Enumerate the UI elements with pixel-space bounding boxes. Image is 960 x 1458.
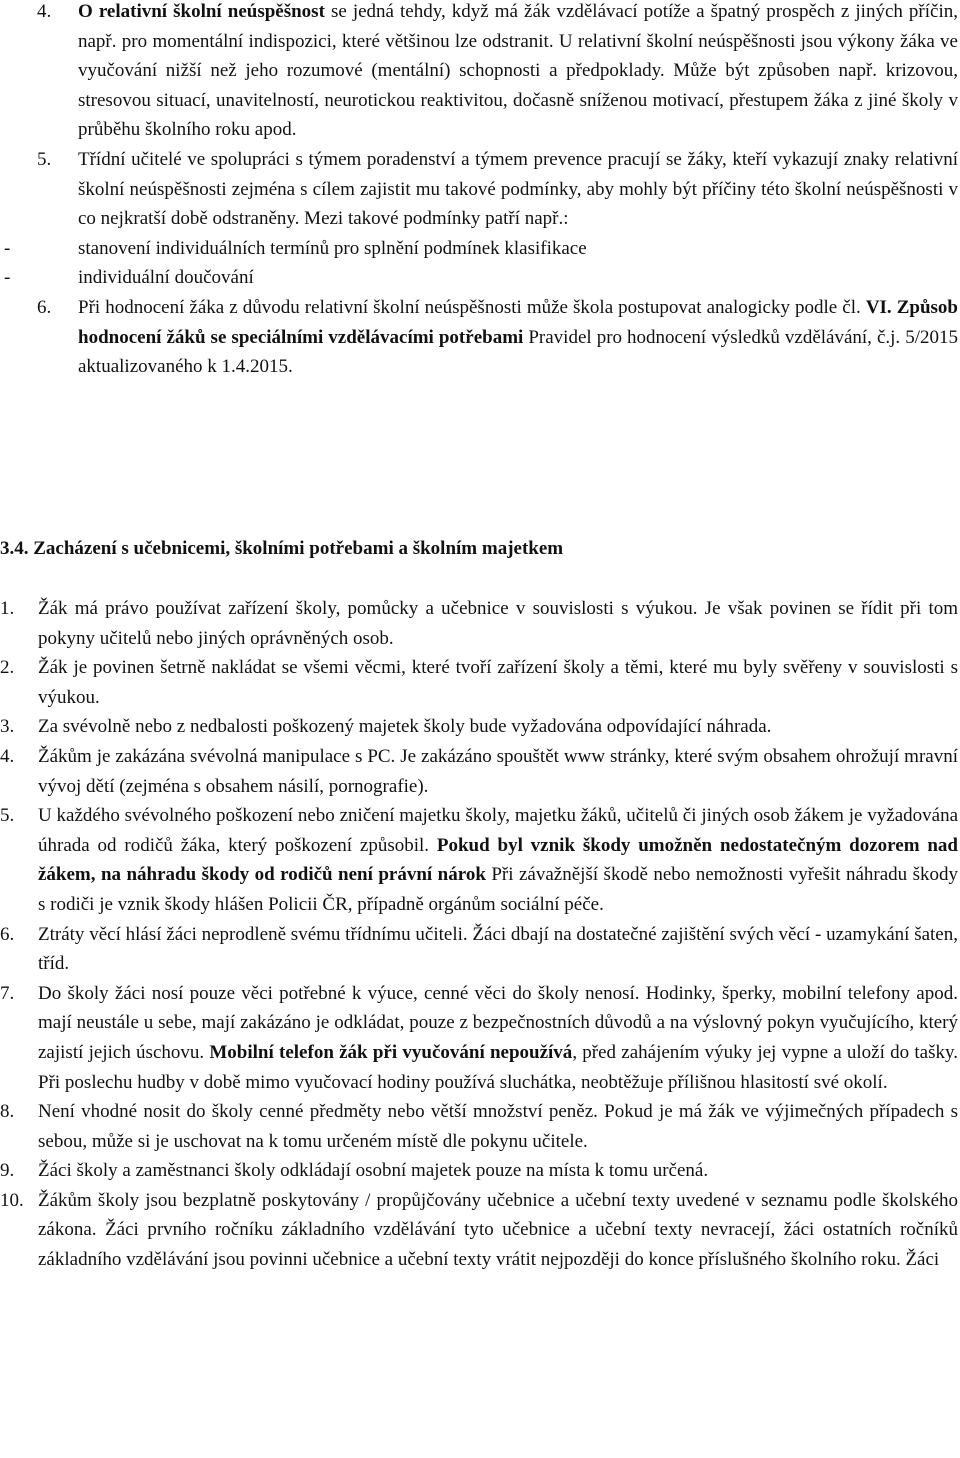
- item-text: Do školy žáci nosí pouze věci potřebné k výuce, cenné věci do školy nenosí. Hodinky, šperky, mobilní telefony apod. mají neustále u sebe, mají zakázáno je odkládat, pouze z bezpečnostních důvodů a na výslovný pokyn vyučujícího, který zajistí jejich úschovu.: [38, 982, 958, 1063]
- item-text: Žákům školy jsou bezplatně poskytovány / propůjčovány učebnice a učební texty uvedené v seznamu podle školského zákona. Žáci prvního ročníku základního vzdělávání tyto učebnice a učební texty nevracejí, žáci ostatních ročníků základního vzdělávání jsou povinni učebnice a učební texty vrátit nejpozději do konce příslušného školního roku. Žáci: [38, 1189, 958, 1271]
- list-item-2: [0, 653, 958, 712]
- dash-mark: -: [4, 267, 11, 289]
- item-number: 1.: [0, 598, 15, 619]
- list-item-10: [0, 1186, 958, 1275]
- section-b-list: [0, 594, 958, 1275]
- item-number: 8.: [0, 1101, 15, 1123]
- item-number: 9.: [0, 1160, 15, 1182]
- list-item-8: [0, 1097, 958, 1156]
- item-number: 5.: [0, 805, 15, 827]
- list-item-7: [0, 979, 958, 1097]
- item-bold-reference: VI. Způsob hodnocení žáků se speciálními vzdělávacími potřebami: [78, 296, 958, 348]
- list-item-5: [0, 145, 958, 234]
- list-item-1: [0, 594, 958, 653]
- list-item-4: [0, 0, 958, 145]
- item-text: se jedná tehdy, když má žák vzdělávací potíže a špatný prospěch z jiných příčin, např. pro momentální indispozici, které většinou lze odstranit. U relativní školní neúspěšnosti jsou výkony žáka ve vyučování nižší než jeho rozumové (mentální) schopnosti a předpoklady. Může být způsoben např. krizovou, stresovou situací, unavitelností, neurotickou reaktivitou, dočasně sníženou motivací, přestupem žáka z jiné školy v průběhu školního roku apod.: [78, 1, 959, 141]
- item-bold-statement: Pokud byl vznik škody umožněn nedostatečným dozorem nad žákem, na náhradu škody od rodičů není právní nárok: [38, 834, 958, 886]
- list-item-9: [0, 1156, 958, 1186]
- item-text: Třídní učitelé ve spolupráci s týmem poradenství a týmem prevence pracují se žáky, kteří vykazují znaky relativní školní neúspěšnosti zejména s cílem zajistit mu takové podmínky, aby mohly být příčiny této školní neúspěšnosti v co nejkratší době odstraněny. Mezi takové podmínky patří např.:: [78, 148, 958, 230]
- list-item-5: [0, 801, 958, 919]
- item-text: Za svévolně nebo z nedbalosti poškozený majetek školy bude vyžadována odpovídající náhrada.: [38, 716, 772, 738]
- item-number: 5.: [37, 148, 52, 170]
- section-b: [0, 534, 958, 1275]
- section-heading: 3.4. Zacházení s učebnicemi, školními potřebami a školním majetkem: [0, 538, 564, 559]
- item-text-continued: Pravidel pro hodnocení výsledků vzdělávání, č.j. 5/2015 aktualizovaného k 1.4.2015.: [78, 326, 958, 378]
- list-item-6: [0, 293, 958, 382]
- item-number: 6.: [37, 296, 52, 318]
- item-text: Při hodnocení žáka z důvodu relativní školní neúspěšnosti může škola postupovat analogicky podle čl.: [78, 296, 866, 318]
- dash-item-2: [0, 263, 958, 293]
- item-text: Žáci školy a zaměstnanci školy odkládají osobní majetek pouze na místa k tomu určená.: [38, 1160, 709, 1182]
- item-number: 3.: [0, 716, 15, 738]
- item-number: 4.: [37, 1, 52, 22]
- dash-mark: -: [4, 237, 11, 259]
- item-text: U každého svévolného poškození nebo zničení majetku školy, majetku žáků, učitelů či jiných osob žákem je vyžadována úhrada od rodičů žáka, který poškození způsobil.: [38, 805, 958, 856]
- item-text: Není vhodné nosit do školy cenné předměty nebo větší množství peněz. Pokud je má žák ve výjimečných případech s sebou, může si je uschovat na k tomu určeném místě dle pokynu učitele.: [38, 1101, 958, 1152]
- item-number: 10.: [0, 1189, 24, 1211]
- item-text: Žákům je zakázána svévolná manipulace s PC. Je zakázáno spouštět www stránky, které svým obsahem ohrožují mravní vývoj dětí (zejména s obsahem násilí, pornografie).: [38, 745, 958, 797]
- item-number: 4.: [0, 745, 15, 767]
- dash-item-1: [0, 234, 958, 264]
- item-text: Žák má právo používat zařízení školy, pomůcky a učebnice v souvislosti s výukou. Je však povinen se řídit při tom pokyny učitelů nebo jiných oprávněných osob.: [38, 598, 958, 649]
- list-item-6: [0, 920, 958, 979]
- item-number: 6.: [0, 923, 15, 945]
- list-item-4: [0, 742, 958, 801]
- list-item-3: [0, 712, 958, 742]
- item-bold-term: O relativní školní neúspěšnost: [78, 1, 325, 22]
- item-number: 2.: [0, 657, 15, 679]
- item-bold-rule: Mobilní telefon žák při vyučování nepoužívá: [209, 1041, 573, 1063]
- item-text: Žák je povinen šetrně nakládat se všemi věcmi, které tvoří zařízení školy a těmi, které mu byly svěřeny v souvislosti s výukou.: [38, 657, 958, 708]
- section-a: [0, 0, 958, 382]
- dash-text: individuální doučování: [78, 267, 254, 289]
- dash-text: stanovení individuálních termínů pro splnění podmínek klasifikace: [78, 237, 587, 259]
- item-text-continued: Při závažnější škodě nebo nemožnosti vyřešit náhradu škody s rodiči je vznik škody hlášen Policii ČR, případně orgánům sociální péče.: [38, 864, 958, 915]
- item-text: Ztráty věcí hlásí žáci neprodleně svému třídnímu učiteli. Žáci dbají na dostatečné zajištění svých věcí - uzamykání šaten, tříd.: [38, 923, 958, 975]
- item-number: 7.: [0, 982, 15, 1004]
- item-text-continued: , před zahájením výuky jej vypne a uloží do tašky. Při poslechu hudby v době mimo vyučovací hodiny používá sluchátka, neobtěžuje přílišnou hlasitostí své okolí.: [38, 1041, 958, 1093]
